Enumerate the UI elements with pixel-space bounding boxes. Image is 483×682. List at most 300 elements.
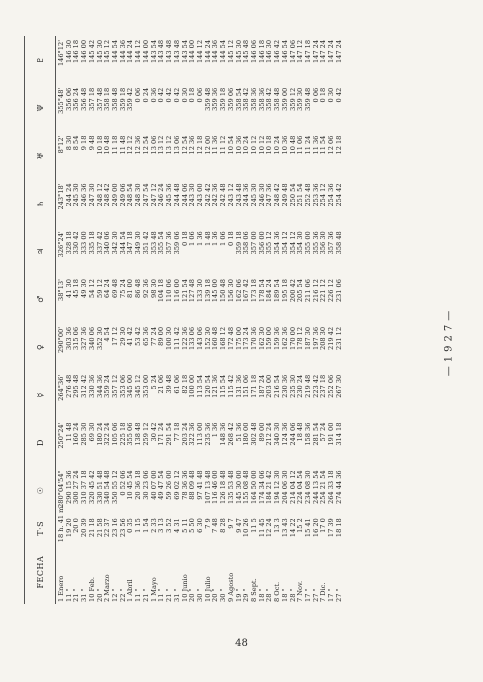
table-cell: 359 12 bbox=[288, 87, 297, 111]
table-cell: 312 42 bbox=[80, 374, 89, 398]
header-moon-icon: D bbox=[35, 439, 45, 447]
table-cell: 21 58 bbox=[95, 518, 104, 538]
table-cell: 353 48 bbox=[149, 231, 158, 255]
table-cell: 195 18 bbox=[280, 279, 289, 303]
table-cell: 237 18 bbox=[319, 374, 328, 398]
table-cell: 214 04 12 bbox=[288, 470, 297, 504]
table-cell: 17 " bbox=[304, 588, 312, 602]
table-cell: 208 30 bbox=[319, 326, 328, 350]
table-cell: 113 54 bbox=[195, 374, 204, 398]
table-cell: 358 18 bbox=[103, 87, 112, 111]
table-cell: 357 12 bbox=[111, 374, 120, 398]
table-cell: 116 46 00 bbox=[211, 470, 220, 504]
table-cell: 0 42 bbox=[165, 87, 174, 103]
table-cell: 358 36 bbox=[249, 87, 258, 111]
table-cell: 145 48 bbox=[242, 39, 251, 64]
table-column bbox=[58, 36, 344, 84]
table-cell: 0 06 bbox=[134, 87, 143, 103]
table-cell: 144 36 bbox=[118, 39, 127, 64]
table-cell: 18 48 bbox=[296, 422, 305, 442]
table-cell: 57 24 bbox=[319, 422, 328, 442]
table-cell: 175 00 bbox=[234, 326, 243, 350]
table-cell: 9 7 bbox=[226, 518, 235, 529]
table-cell: 0 18 bbox=[319, 87, 328, 103]
table-cell: 59 26 00 bbox=[165, 470, 174, 500]
table-cell: 40 07 00 bbox=[149, 470, 158, 500]
table-cell: 359 18 bbox=[234, 231, 243, 255]
table-cell: 162 06 bbox=[234, 279, 243, 303]
table-cell: 61 06 bbox=[172, 374, 181, 394]
table-cell: 359 00 bbox=[280, 87, 289, 111]
table-cell: 355 54 bbox=[157, 231, 166, 255]
table-cell: 249 48 bbox=[280, 183, 289, 207]
table-cell: 250°24' bbox=[57, 422, 65, 449]
table-cell: 167 42 bbox=[242, 279, 251, 303]
table-cell: 344 54 bbox=[118, 231, 127, 255]
table-cell: 0 24 bbox=[141, 87, 150, 103]
table-cell: 249 06 bbox=[118, 183, 127, 207]
table-cell: 0 18 bbox=[226, 231, 235, 246]
table-cell: 246 36 bbox=[80, 183, 89, 207]
table-cell: 15 41 bbox=[304, 518, 312, 538]
table-cell: 358 06 bbox=[242, 231, 251, 255]
table-cell: 30 " bbox=[195, 588, 204, 602]
table-cell: 354 12 bbox=[288, 231, 297, 255]
header-mars-icon: ♂ bbox=[35, 295, 45, 303]
table-cell: 285 30 bbox=[80, 422, 89, 446]
table-cell: 246 30 bbox=[257, 183, 266, 207]
table-cell: 342 30 bbox=[111, 231, 120, 255]
table-cell: 357 00 bbox=[249, 231, 258, 255]
table-cell: 245 36 bbox=[165, 183, 174, 207]
table-cell: 11 12 bbox=[219, 135, 228, 155]
table-cell: 326°24' bbox=[57, 231, 65, 258]
table-cell: 211 06 bbox=[304, 279, 312, 303]
table-cell: 249 00 bbox=[111, 183, 120, 207]
table-cell: 143 48 bbox=[165, 39, 174, 64]
table-cell: 330 42 bbox=[72, 231, 81, 255]
table-cell: 221 12 bbox=[319, 279, 328, 303]
table-cell: 13 06 bbox=[172, 135, 181, 155]
table-cell: 13 12 bbox=[157, 135, 166, 155]
table-cell: 300 27 24 bbox=[72, 470, 81, 504]
table-cell: 243 12 bbox=[226, 183, 235, 207]
table-cell: 358 42 bbox=[242, 87, 251, 111]
table-cell: 248 54 bbox=[126, 183, 135, 207]
table-cell: 322 24 bbox=[103, 422, 112, 446]
table-cell: 143 06 bbox=[195, 326, 204, 350]
table-cell: 174 34 06 bbox=[257, 470, 266, 504]
table-cell: 30 23 06 bbox=[141, 470, 150, 500]
table-cell: 11 " bbox=[64, 588, 73, 602]
table-cell: 178 54 bbox=[257, 279, 266, 303]
table-cell: 264 33 18 bbox=[327, 470, 336, 504]
table-cell: 100 00 bbox=[188, 374, 197, 398]
table-cell: 2 33 bbox=[149, 518, 158, 533]
table-cell: 146 42 bbox=[273, 39, 282, 64]
table-cell: 146 06 bbox=[249, 39, 258, 64]
table-cell: 3 52 bbox=[165, 518, 174, 533]
table-cell: 77 24 bbox=[149, 326, 158, 346]
table-cell: 310 37 18 bbox=[80, 470, 89, 504]
table-cell: 133 06 bbox=[188, 326, 197, 350]
table-cell: 224 04 54 bbox=[296, 470, 305, 504]
table-cell: 18 18 bbox=[334, 518, 343, 538]
table-cell: 38°13' bbox=[57, 279, 65, 301]
table-cell: 27 " bbox=[334, 588, 343, 602]
table-cell: 11 06 bbox=[296, 135, 305, 155]
table-cell: 31 " bbox=[80, 588, 89, 602]
table-cell: 21 " bbox=[141, 588, 150, 602]
table-column bbox=[58, 179, 344, 227]
table-cell: 17 39 bbox=[327, 518, 336, 538]
table-cell: 295 48 bbox=[72, 374, 81, 398]
header-fecha: FECHA bbox=[35, 555, 45, 589]
table-cell: 21 18 bbox=[87, 518, 96, 538]
table-cell: 104 18 bbox=[157, 279, 166, 303]
table-cell: 230 24 bbox=[296, 374, 305, 398]
table-column bbox=[58, 227, 344, 275]
table-cell: 11 54 bbox=[319, 135, 328, 155]
table-cell: 302 48 bbox=[249, 422, 258, 446]
table-cell: 197 36 bbox=[311, 326, 320, 350]
table-cell: 82 18 bbox=[180, 374, 189, 394]
table-cell: 328 18 bbox=[64, 231, 73, 255]
table-cell: 0 42 bbox=[334, 87, 343, 103]
table-cell: 226 12 bbox=[327, 279, 336, 303]
table-cell: 242 36 bbox=[211, 183, 220, 207]
table-cell: 0 35 bbox=[126, 518, 135, 533]
table-cell: 356 06 bbox=[64, 87, 73, 111]
table-cell: 39 48 bbox=[165, 374, 174, 394]
table-cell: 194 12 30 bbox=[273, 470, 282, 504]
table-cell: 254 42 bbox=[334, 183, 343, 207]
table-body bbox=[56, 36, 344, 604]
table-cell: 354 36 bbox=[273, 231, 282, 255]
table-cell: 243 00 bbox=[195, 183, 204, 207]
table-cell: 31 " bbox=[172, 588, 181, 602]
table-cell: 345 00 bbox=[126, 374, 135, 398]
table-cell: 178 12 bbox=[296, 326, 305, 350]
table-cell: 205 54 bbox=[296, 279, 305, 303]
table-cell: 20 " bbox=[211, 588, 220, 602]
table-cell: 20 36 18 bbox=[134, 470, 143, 500]
table-cell: 143 54 bbox=[149, 39, 158, 64]
header-sun-icon: ☉ bbox=[35, 486, 45, 495]
table-cell: 254 12 bbox=[319, 183, 328, 207]
table-cell: 145 00 bbox=[211, 279, 220, 303]
table-cell: 251 54 bbox=[296, 183, 305, 207]
table-cell: 28 " bbox=[288, 588, 297, 602]
table-cell: 344 36 bbox=[95, 374, 104, 398]
table-cell: 5 24 bbox=[149, 374, 158, 390]
table-cell: 351 42 bbox=[141, 231, 150, 255]
table-cell: 180 24 bbox=[95, 422, 104, 446]
table-cell: 352 30 bbox=[95, 326, 104, 350]
table-cell: 349 30 bbox=[134, 231, 143, 255]
table-cell: 107 13 48 bbox=[203, 470, 212, 504]
table-cell: 250 54 bbox=[288, 183, 297, 207]
table-cell: 12 06 bbox=[327, 135, 336, 155]
table-cell: 355 00 bbox=[304, 231, 312, 255]
table-cell: 247 30 bbox=[87, 183, 96, 207]
table-cell: 98 30 bbox=[149, 279, 158, 298]
table-cell: 248 42 bbox=[103, 183, 112, 207]
table-cell: 156 30 bbox=[226, 279, 235, 303]
table-cell: 160 48 bbox=[211, 326, 220, 350]
table-cell: 358 42 bbox=[265, 87, 274, 111]
table-cell: 216 12 bbox=[311, 279, 320, 303]
table-cell: 335 18 bbox=[87, 231, 96, 255]
table-cell: 51 36 bbox=[234, 422, 243, 442]
table-cell: 235 30 bbox=[288, 374, 297, 398]
table-cell: 12 54 bbox=[180, 135, 189, 155]
table-cell: 171 18 bbox=[249, 374, 258, 398]
table-cell: 11 48 bbox=[64, 422, 73, 442]
table-cell: 135 53 48 bbox=[226, 470, 235, 504]
table-cell: 203 00 bbox=[265, 374, 274, 398]
table-cell: 254 36 bbox=[327, 183, 336, 207]
table-cell: 219 42 bbox=[327, 326, 336, 350]
table-cell: 20 39 bbox=[80, 518, 89, 538]
table-cell: 27 " bbox=[311, 588, 320, 602]
table-cell: 145 30 bbox=[95, 39, 104, 64]
table-cell: 0 06 bbox=[311, 87, 320, 103]
table-cell: 244 06 bbox=[288, 422, 297, 446]
table-cell: 105 06 bbox=[111, 422, 120, 446]
table-cell: 337 42 bbox=[95, 231, 104, 255]
table-cell: 322 36 bbox=[188, 422, 197, 446]
table-cell: 243 48 bbox=[234, 183, 243, 207]
table-cell: 1 Mayo bbox=[149, 577, 158, 602]
table-cell: 354 30 bbox=[296, 231, 305, 255]
table-cell: 303 36 bbox=[64, 326, 73, 350]
table-cell: 49 47 54 bbox=[157, 470, 166, 500]
table-cell: 10 Julio bbox=[203, 576, 212, 602]
table-cell: 223 42 bbox=[311, 374, 320, 398]
table-cell: 147 24 bbox=[334, 39, 343, 64]
table-cell: 30 42 bbox=[149, 422, 158, 442]
table-cell: 113 00 bbox=[195, 422, 204, 446]
table-cell: 12 18 bbox=[334, 135, 343, 155]
table-cell: 124 36 bbox=[280, 422, 289, 446]
table-cell: 252 48 bbox=[304, 183, 312, 207]
table-cell: 11 24 bbox=[304, 135, 312, 155]
table-cell: 200 42 bbox=[288, 279, 297, 303]
table-cell: 1 54 bbox=[141, 518, 150, 533]
table-cell: 173 24 bbox=[242, 326, 251, 350]
table-cell: 247 36 bbox=[265, 183, 274, 207]
table-cell: 69 30 bbox=[87, 422, 96, 442]
table-cell: 21 " bbox=[165, 588, 174, 602]
table-cell: 147 24 bbox=[327, 39, 336, 64]
table-cell: 147 06 bbox=[288, 39, 297, 64]
table-cell: 139 18 bbox=[203, 279, 212, 303]
table-cell: 290°00' bbox=[57, 326, 65, 354]
table-cell: 97 41 48 bbox=[195, 470, 204, 500]
table-cell: 173 18 bbox=[249, 279, 258, 303]
table-cell: 264°36' bbox=[57, 374, 65, 401]
table-cell: 29 30 bbox=[118, 326, 127, 346]
table-cell: 144 12 bbox=[134, 39, 143, 64]
table-cell: 2 Marzo bbox=[103, 574, 112, 602]
table-cell: 12 18 bbox=[195, 135, 204, 155]
year-title bbox=[444, 286, 454, 396]
table-cell: 12 36 bbox=[188, 135, 197, 155]
table-cell: 13 43 bbox=[280, 518, 289, 538]
table-cell: 356 30 bbox=[319, 231, 328, 255]
table-cell: 0 36 bbox=[149, 87, 158, 103]
header-pluto-icon: ♇ bbox=[35, 56, 45, 64]
table-cell: 0 30 bbox=[180, 87, 189, 103]
table-cell: 0 06 bbox=[195, 87, 204, 103]
table-cell: 216 54 bbox=[273, 374, 282, 398]
table-cell: 243°18' bbox=[57, 183, 65, 210]
table-cell: 10 24 bbox=[242, 135, 251, 155]
table-cell: 8 28 bbox=[219, 518, 228, 533]
table-cell: 291 54 bbox=[165, 422, 174, 446]
table-cell: 23 16 bbox=[111, 518, 120, 538]
table-cell: 358 54 bbox=[234, 87, 243, 111]
table-cell: 356 48 bbox=[80, 87, 89, 111]
table-cell: 162 30 bbox=[257, 326, 266, 350]
table-cell: 144 54 bbox=[219, 39, 228, 64]
table-cell: 330 51 48 bbox=[95, 470, 104, 504]
table-cell: 244 06 bbox=[180, 183, 189, 207]
header-mercury-icon: ☿ bbox=[35, 392, 45, 398]
header-neptune-icon: Ψ bbox=[35, 104, 45, 112]
table-cell: 8°12' bbox=[57, 135, 65, 154]
table-cell: 0 42 bbox=[157, 87, 166, 103]
table-cell: 89 00 bbox=[157, 326, 166, 346]
table-cell: 0 18 bbox=[180, 231, 189, 246]
header-jupiter-icon: ♃ bbox=[35, 247, 45, 256]
table-cell: 355 06 bbox=[126, 422, 135, 446]
table-cell: 187 24 bbox=[257, 374, 266, 398]
table-column bbox=[58, 132, 344, 180]
table-cell: 143 48 bbox=[172, 39, 181, 64]
table-column bbox=[58, 542, 344, 604]
table-cell: 10 48 bbox=[103, 135, 112, 155]
table-cell: 54 12 bbox=[87, 279, 96, 298]
table-cell: 359 36 bbox=[211, 87, 220, 111]
table-cell: 1 36 bbox=[195, 231, 204, 246]
table-cell: 340 54 48 bbox=[103, 470, 112, 504]
table-cell: 7 48 bbox=[211, 518, 220, 533]
table-cell: 13 3 bbox=[273, 518, 282, 533]
table-cell: 9 Agosto bbox=[226, 572, 235, 602]
table-cell: 151 06 bbox=[242, 374, 251, 398]
table-cell: 147 18 bbox=[304, 39, 312, 64]
table-cell: 359 48 bbox=[304, 87, 312, 111]
table-cell: 219 48 bbox=[304, 374, 312, 398]
table-cell: 146 30 bbox=[265, 39, 274, 64]
table-cell: 13 06 bbox=[149, 135, 158, 155]
table-cell: 184 21 42 bbox=[265, 470, 274, 504]
table-cell: 22 " bbox=[118, 588, 127, 602]
table-cell: 49 30 bbox=[80, 279, 89, 298]
table-cell: 1 06 bbox=[188, 231, 197, 246]
table-cell: 1 15 bbox=[134, 518, 143, 533]
table-cell: 131 36 bbox=[234, 374, 243, 398]
table-cell: 121 54 bbox=[180, 279, 189, 303]
table-cell: 0 18 bbox=[188, 87, 197, 103]
table-cell: 4 31 bbox=[172, 518, 181, 533]
table-cell: 115 54 bbox=[219, 374, 228, 398]
table-cell: 347 18 bbox=[126, 231, 135, 255]
table-cell: 243 30 bbox=[188, 183, 197, 207]
table-cell: 355 36 bbox=[311, 231, 320, 255]
table-cell: 15 2 bbox=[296, 518, 305, 533]
table-cell: 246 24 bbox=[157, 183, 166, 207]
table-cell: 126 18 48 bbox=[219, 470, 228, 504]
table-cell: 41 30 bbox=[64, 279, 73, 298]
table-cell: 248 12 bbox=[95, 183, 104, 207]
table-cell: 357 36 bbox=[165, 231, 174, 255]
table-cell: 12 12 bbox=[126, 135, 135, 155]
table-cell: 16 20 bbox=[311, 518, 320, 538]
table-cell: 248 42 bbox=[273, 183, 282, 207]
table-cell: 3 13 bbox=[157, 518, 166, 533]
table-cell: 77 18 bbox=[172, 422, 181, 442]
table-cell: 247 54 bbox=[141, 183, 150, 207]
table-cell: 259 12 bbox=[141, 422, 150, 446]
table-cell: 244 36 bbox=[242, 183, 251, 207]
table-cell: 231 12 bbox=[334, 326, 343, 350]
rotated-table-sheet bbox=[24, 36, 464, 604]
table-cell: 81 00 bbox=[126, 279, 135, 298]
table-cell: 146 30 bbox=[64, 39, 73, 64]
table-cell: 356 24 bbox=[72, 87, 81, 111]
table-cell: 359 18 bbox=[118, 87, 127, 111]
table-cell: 267 30 bbox=[334, 374, 343, 398]
table-cell: 145 30 bbox=[234, 39, 243, 64]
table-cell: 4 54 bbox=[103, 326, 112, 342]
table-cell: 147 12 bbox=[296, 39, 305, 64]
table-cell: 171 24 bbox=[157, 422, 166, 446]
table-cell: 144 00 bbox=[141, 39, 150, 64]
table-cell: 358 48 bbox=[273, 87, 282, 111]
table-cell: 120 54 bbox=[203, 374, 212, 398]
table-column bbox=[57, 504, 344, 543]
table-cell: 225 18 bbox=[118, 422, 127, 446]
table-cell: 172 48 bbox=[226, 326, 235, 350]
table-cell: 276 48 bbox=[64, 374, 73, 398]
table-cell: 7 Dic. bbox=[319, 582, 328, 602]
table-cell: 147 24 bbox=[319, 39, 328, 64]
table-cell: 146 00 bbox=[80, 39, 89, 64]
table-cell: 8 Oct. bbox=[273, 581, 282, 602]
table-cell: 11 36 bbox=[311, 135, 320, 155]
table-cell: 359 48 bbox=[203, 87, 212, 111]
table-cell: 10 18 bbox=[95, 135, 104, 155]
year-title-text: —1927— bbox=[443, 306, 455, 377]
table-cell: 18 " bbox=[280, 588, 289, 602]
table-cell: 12 " bbox=[111, 588, 120, 602]
table-cell: 100 30 bbox=[165, 326, 174, 350]
table-cell: 17 " bbox=[327, 588, 336, 602]
table-cell: 12 24 bbox=[265, 518, 274, 538]
table-cell: 231 06 bbox=[334, 279, 343, 303]
table-cell: 143 48 bbox=[157, 39, 166, 64]
table-cell: 5 50 bbox=[188, 518, 197, 533]
table-cell: 0 52 06 bbox=[118, 470, 127, 496]
table-cell: 345 12 bbox=[134, 374, 143, 398]
table-cell: 281 54 bbox=[311, 422, 320, 446]
table-cell: 21 06 bbox=[157, 374, 166, 394]
table-cell: 89 00 bbox=[257, 422, 266, 442]
table-column bbox=[58, 323, 344, 371]
